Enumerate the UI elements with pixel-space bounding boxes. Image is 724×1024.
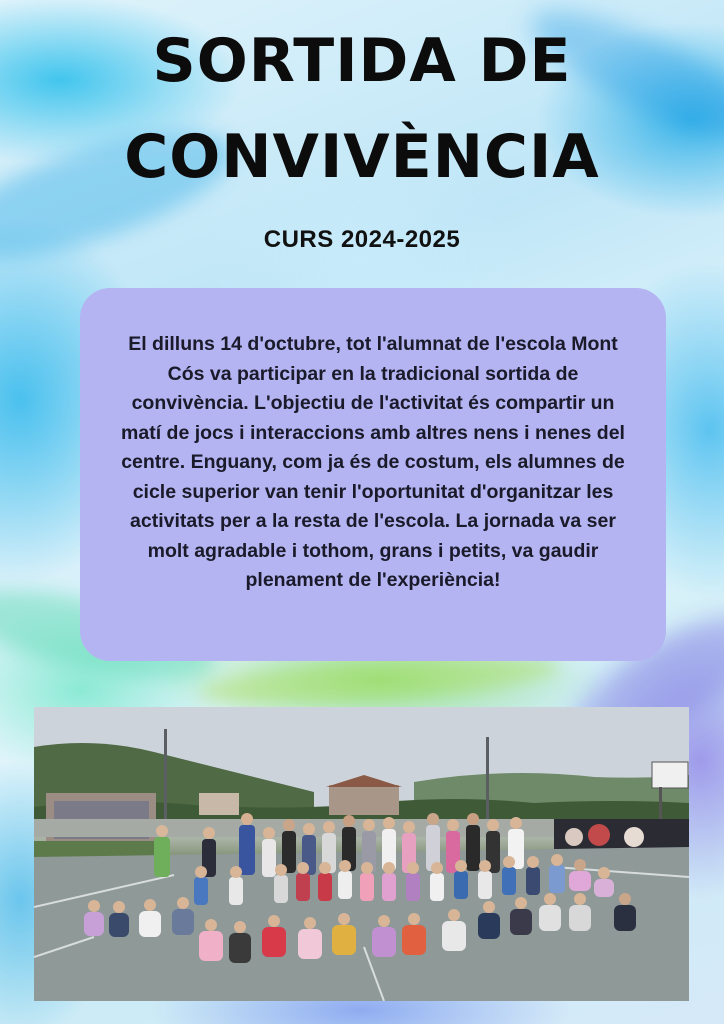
description-text: El dilluns 14 d'octubre, tot l'alumnat de l'escola Mont Cós va participar en la tradicional sortida de convivència. L'objectiu de l'activitat és compartir un matí de jocs i interaccions amb altres nens i nenes del centre. Enguany, com ja és de costum, els alumnes de cicle superior van tenir l'oportunitat d'organitzar les activitats per a la resta de l'escola. La jornada va ser molt agradable i tothom, grans i petits, va gaudir plenament de l'experiència! (121, 333, 625, 591)
group-photo (34, 707, 689, 1001)
course-label: CURS 2024-2025 (263, 226, 461, 253)
poster-title: SORTIDA DE (152, 26, 572, 96)
poster-title: CONVIVÈNCIA (124, 122, 600, 192)
description-panel (80, 288, 666, 661)
group-photo-illustration (34, 707, 689, 1001)
